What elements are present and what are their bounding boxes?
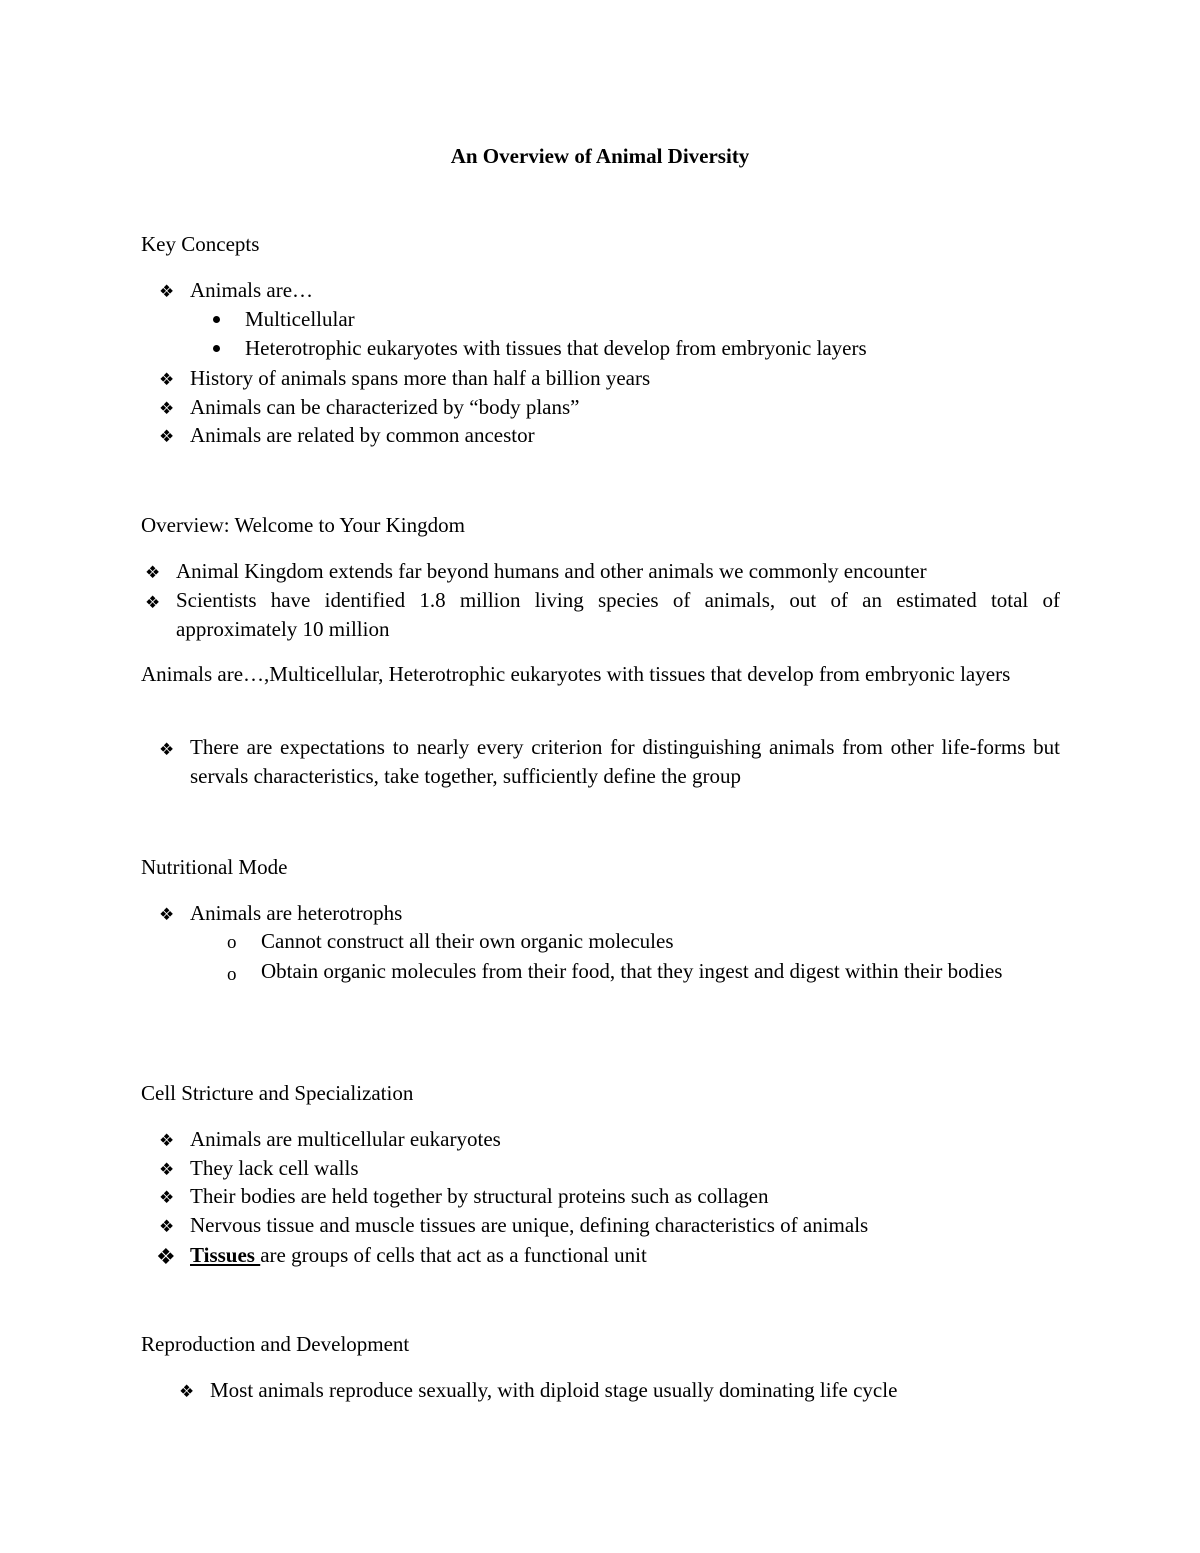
hollow-bullet-icon: o <box>227 964 237 985</box>
tissues-term: Tissues <box>190 1243 261 1267</box>
list-item: They lack cell walls <box>190 1156 359 1180</box>
diamond-bullet-icon: ❖ <box>159 1131 175 1150</box>
section-heading-nutritional-mode: Nutritional Mode <box>141 855 288 879</box>
list-item: Animals are… <box>190 278 314 302</box>
tissues-definition: are groups of cells that act as a functional unit <box>260 1243 647 1267</box>
list-item: There are expectations to nearly every criterion for distinguishing animals from other life-forms but servals characteristics, take together, sufficiently define the group <box>190 735 1060 788</box>
diamond-bullet-icon: ❖ <box>145 563 161 582</box>
round-bullet-icon <box>213 316 220 323</box>
list-item: Their bodies are held together by structural proteins such as collagen <box>190 1184 769 1208</box>
diamond-bullet-icon: ❖ <box>159 370 175 389</box>
hollow-bullet-icon: o <box>227 932 237 953</box>
section-heading-reproduction: Reproduction and Development <box>141 1332 410 1356</box>
list-item: Nervous tissue and muscle tissues are unique, defining characteristics of animals <box>190 1213 869 1237</box>
list-item: Animals are related by common ancestor <box>190 423 535 447</box>
diamond-bullet-icon: ❖ <box>179 1382 195 1401</box>
sub-list-item: Heterotrophic eukaryotes with tissues that develop from embryonic layers <box>245 336 867 360</box>
section-heading-cell-structure: Cell Stricture and Specialization <box>141 1081 414 1105</box>
diamond-bullet-icon: ❖ <box>159 427 175 446</box>
sub-list-item: Multicellular <box>245 307 355 331</box>
diamond-bullet-icon: ❖ <box>159 282 175 301</box>
diamond-bullet-icon: ❖ <box>159 905 175 924</box>
sub-list-item: Obtain organic molecules from their food, that they ingest and digest within their bodies <box>261 959 1003 983</box>
section-heading-key-concepts: Key Concepts <box>141 232 260 256</box>
diamond-bullet-icon: ❖ <box>145 593 161 612</box>
diamond-bullet-icon: ❖ <box>159 1160 175 1179</box>
diamond-bullet-icon: ❖ <box>159 740 175 759</box>
diamond-bullet-icon: ❖ <box>159 1188 175 1207</box>
section-heading-overview: Overview: Welcome to Your Kingdom <box>141 513 465 537</box>
diamond-bullet-icon: ❖ <box>159 399 175 418</box>
list-item: Animal Kingdom extends far beyond humans and other animals we commonly encounter <box>176 559 927 583</box>
list-item: Animals are multicellular eukaryotes <box>190 1127 501 1151</box>
list-item: Scientists have identified 1.8 million living species of animals, out of an estimated total of approximately 10 million <box>176 588 1060 641</box>
document-title: An Overview of Animal Diversity <box>450 144 750 168</box>
list-item: Animals are heterotrophs <box>190 901 403 925</box>
diamond-bullet-icon: ❖ <box>159 1217 175 1236</box>
list-item: Animals can be characterized by “body plans” <box>190 395 580 419</box>
list-item-tissues <box>190 1245 647 1266</box>
sub-list-item: Cannot construct all their own organic molecules <box>261 929 674 953</box>
paragraph: Animals are…,Multicellular, Heterotrophic eukaryotes with tissues that develop from embryonic layers <box>141 662 1011 686</box>
diamond-bullet-icon: ❖ <box>156 1244 176 1269</box>
list-item: History of animals spans more than half a billion years <box>190 366 651 390</box>
list-item: Most animals reproduce sexually, with diploid stage usually dominating life cycle <box>210 1378 898 1402</box>
round-bullet-icon <box>213 345 220 352</box>
